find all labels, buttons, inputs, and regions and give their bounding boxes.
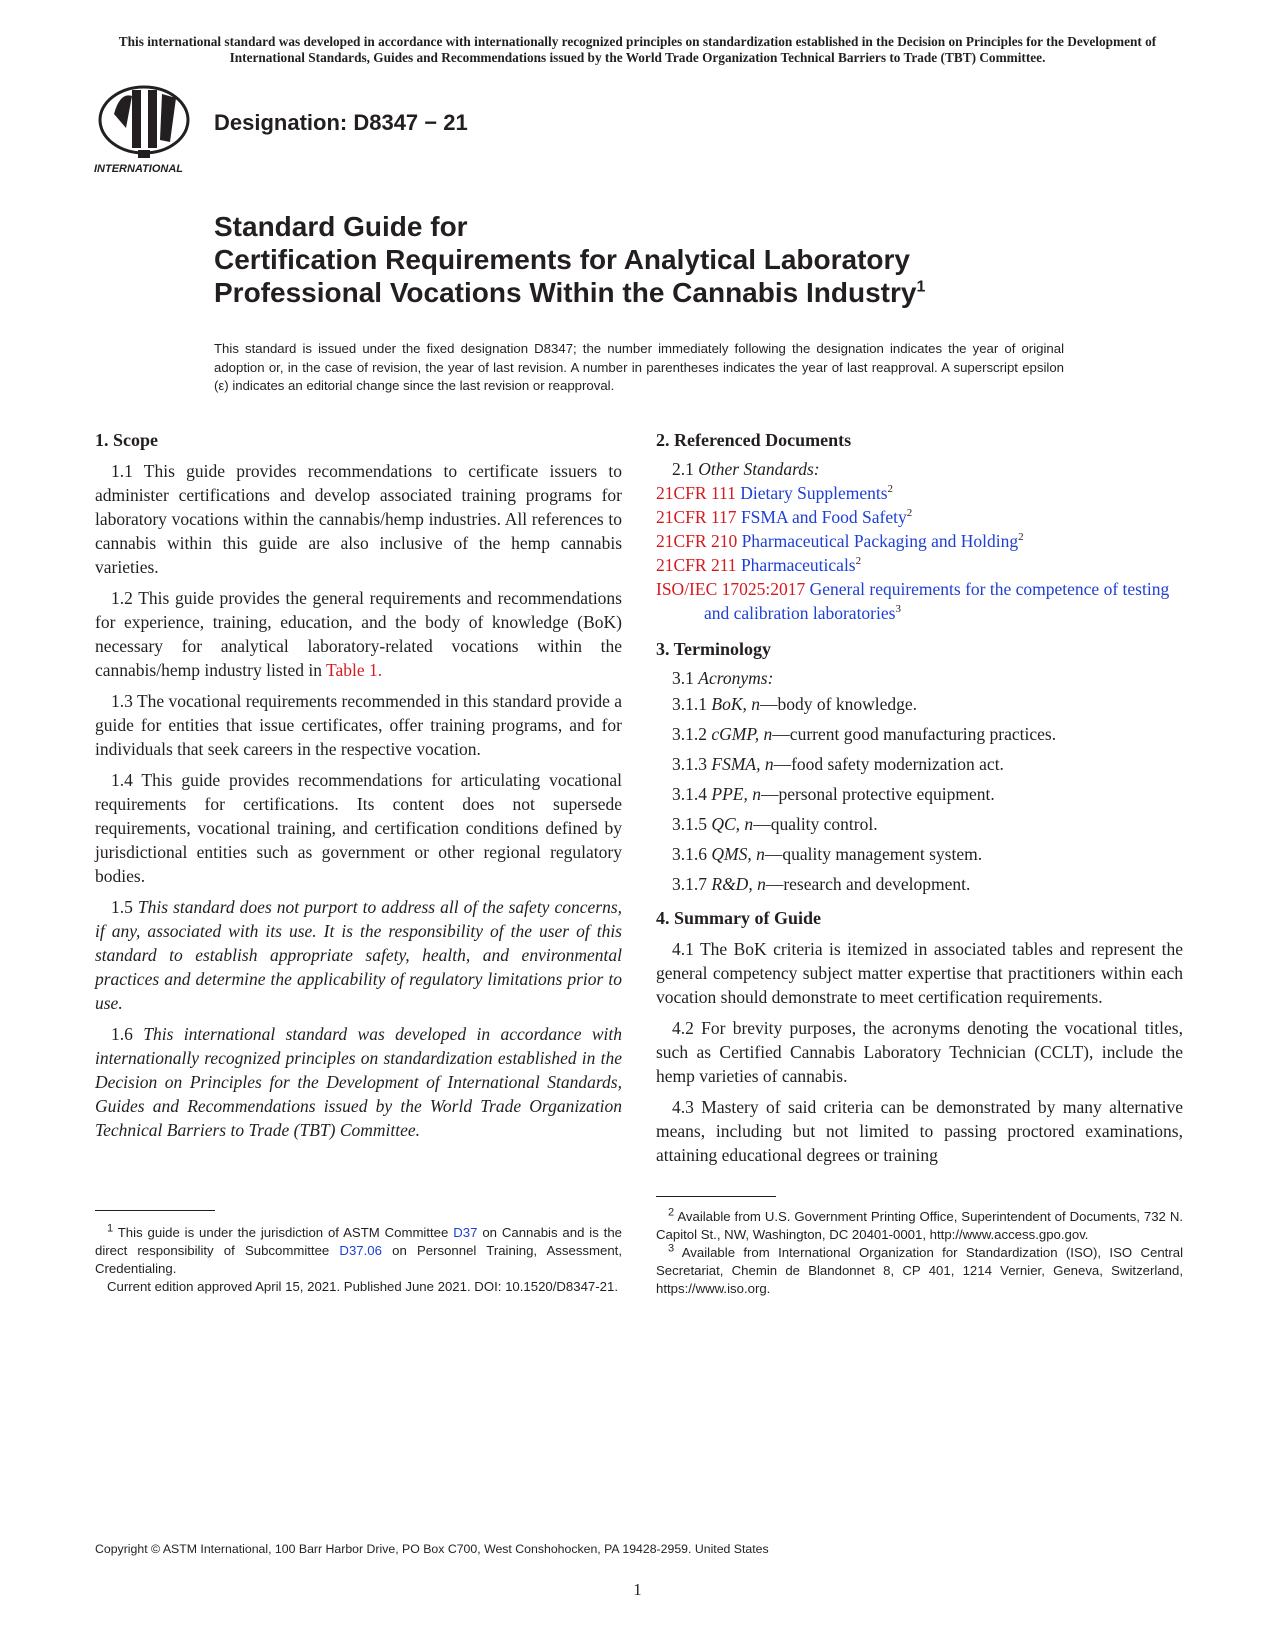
- term-definition: —body of knowledge.: [760, 694, 917, 714]
- reference-item[interactable]: [656, 529, 1183, 553]
- reference-code[interactable]: 21CFR 111: [656, 483, 736, 503]
- reference-title[interactable]: Pharmaceuticals: [740, 555, 856, 575]
- reference-footnote-mark: 2: [887, 483, 894, 496]
- term-item: 3.1.4 PPE, n—personal protective equipment.: [672, 784, 995, 804]
- term-item: 3.1.2 cGMP, n—current good manufacturing practices.: [672, 724, 1057, 744]
- footnote-3: $^3$ Available from International Organization for Standardization (ISO), ISO Central Secretariat, Chemin de Blandonnet 8, CP 401, 1214 Vernier, Geneva, Switzerland, https://www.iso.org.: [656, 1242, 1183, 1296]
- terminology-list: [656, 692, 1183, 896]
- astm-logo: [92, 84, 200, 176]
- terminology-heading: 3. Terminology: [656, 639, 772, 659]
- reference-code[interactable]: 21CFR 210: [656, 531, 738, 551]
- d37-link[interactable]: D37: [453, 1225, 478, 1240]
- para-4-1: 4.1 The BoK criteria is itemized in associated tables and represent the general competency subject matter expertise that practitioners within each vocation should demonstrate to meet certification requirements.: [656, 939, 1183, 1007]
- scope-heading: 1. Scope: [95, 430, 158, 450]
- term-definition: —research and development.: [765, 874, 971, 894]
- para-1-5: 1.5 This standard does not purport to address all of the safety concerns, if any, associated with its use. It is the responsibility of the user of this standard to establish appropriate safety, health, and environmental practices and determine the applicability of regulatory limitations prior to use.: [95, 897, 623, 1013]
- term-definition: —quality control.: [753, 814, 878, 834]
- page-number: 1: [633, 1580, 642, 1599]
- designation: Designation: D8347 − 21: [214, 110, 468, 135]
- footnote-rule-right: [656, 1196, 776, 1197]
- para-1-6: 1.6 This international standard was developed in accordance with internationally recognized principles on standardization established in the Decision on Principles for the Development of International Standards, Guides and Recommendations issued by the World Trade Organization Technical Barriers to Trade (TBT) Committee.: [95, 1024, 623, 1140]
- title-line-2: Certification Requirements for Analytical Laboratory: [214, 244, 910, 275]
- reference-title[interactable]: General requirements for the competence of testing and calibration laboratories: [704, 579, 1170, 623]
- term-acronym: PPE, n: [711, 784, 761, 804]
- term-acronym: QC, n: [711, 814, 754, 834]
- other-standards-label: 2.1 Other Standards:: [672, 459, 820, 479]
- reference-code[interactable]: 21CFR 211: [656, 555, 737, 575]
- term-item: 3.1.6 QMS, n—quality management system.: [672, 844, 983, 864]
- footnotes-left: [95, 1224, 622, 1296]
- term-definition: —current good manufacturing practices.: [772, 724, 1057, 744]
- footnotes-right: [656, 1208, 1183, 1298]
- reference-item[interactable]: [656, 577, 1183, 625]
- reference-footnote-mark: 2: [1018, 531, 1024, 544]
- reference-item[interactable]: [656, 481, 1183, 505]
- referenced-docs-heading: 2. Referenced Documents: [656, 430, 852, 450]
- document-title: [214, 210, 1174, 309]
- footnote-1-edition: Current edition approved April 15, 2021. Published June 2021. DOI: 10.1520/D8347-21.: [107, 1279, 618, 1294]
- term-acronym: cGMP, n: [711, 724, 773, 744]
- title-line-3: Professional Vocations Within the Cannabis Industry: [214, 277, 917, 308]
- logo-text: INTERNATIONAL: [94, 163, 184, 175]
- para-1-1: 1.1 This guide provides recommendations to certificate issuers to administer certifications and develop associated training programs for laboratory vocations within the cannabis/hemp industries. All references to cannabis within this guide are also inclusive of the hemp cannabis varieties.: [95, 461, 622, 577]
- term-definition: —personal protective equipment.: [760, 784, 995, 804]
- para-4-3: 4.3 Mastery of said criteria can be demonstrated by many alternative means, including but not limited to passing proctored examinations, attaining educational degrees or training: [656, 1097, 1183, 1165]
- reference-title[interactable]: FSMA and Food Safety: [740, 507, 907, 527]
- term-item: 3.1.1 BoK, n—body of knowledge.: [672, 694, 917, 714]
- reference-code[interactable]: ISO/IEC 17025:2017: [656, 579, 806, 599]
- term-acronym: R&D, n: [711, 874, 766, 894]
- footnote-2: $^2$ Available from U.S. Government Printing Office, Superintendent of Documents, 732 N. Capitol St., NW, Washington, DC 20401-0001, http://www.access.gpo.gov.: [656, 1206, 1184, 1242]
- reference-item[interactable]: [656, 553, 1183, 577]
- title-line-1: Standard Guide for: [214, 211, 468, 242]
- reference-footnote-mark: 2: [855, 555, 862, 568]
- title-footnote-mark: 1: [916, 278, 926, 296]
- d37-06-link[interactable]: D37.06: [339, 1243, 382, 1258]
- para-1-2: 1.2 This guide provides the general requirements and recommendations for experience, training, education, and the body of knowledge (BoK) necessary for analytical laboratory-related vocations within the cannabis/hemp industry listed in Table 1.: [95, 588, 622, 680]
- wto-notice: This international standard was developed in accordance with internationally recognized principles on standardization established in the Decision on Principles for the Development of International Standards, Guides and Recommendations issued by the World Trade Organization Technical Barriers to Trade (TBT) Committee.: [118, 34, 1157, 65]
- acronyms-label: 3.1 Acronyms:: [672, 668, 774, 688]
- issue-note: This standard is issued under the fixed designation D8347; the number immediately following the designation indicates the year of original adoption or, in the case of revision, the year of last revision. A number in parentheses indicates the year of last reapproval. A superscript epsilon (ε) indicates an editorial change since the last revision or reapproval.: [214, 341, 1064, 393]
- reference-code[interactable]: 21CFR 117: [656, 507, 737, 527]
- reference-list: [656, 481, 1183, 625]
- reference-item[interactable]: [656, 505, 1183, 529]
- para-4-2: 4.2 For brevity purposes, the acronyms denoting the vocational titles, such as Certified Cannabis Laboratory Technician (CCLT), include the hemp varieties of cannabis.: [656, 1018, 1183, 1086]
- reference-title[interactable]: Pharmaceutical Packaging and Holding: [741, 531, 1019, 551]
- footnote-1: $^1$ This guide is under the jurisdiction of ASTM Committee D37 on Cannabis and is the direct responsibility of Subcommittee D37.06 on Personnel Training, Assessment, Credentialing.: [95, 1222, 622, 1276]
- term-acronym: QMS, n: [711, 844, 765, 864]
- summary-heading: 4. Summary of Guide: [656, 908, 822, 928]
- para-1-3: 1.3 The vocational requirements recommended in this standard provide a guide for entities that issue certificates, offer training programs, and for individuals that seek careers in the respective vocation.: [95, 691, 622, 759]
- term-acronym: FSMA, n: [711, 754, 774, 774]
- para-1-4: 1.4 This guide provides recommendations for articulating vocational requirements for certifications. Its content does not supersede requirements, vocational training, and certification conditions defined by jurisdictional entities such as government or other regional regulatory bodies.: [95, 770, 622, 886]
- reference-title[interactable]: Dietary Supplements: [740, 483, 888, 503]
- term-acronym: BoK, n: [711, 694, 760, 714]
- footnote-rule-left: [95, 1210, 215, 1211]
- table-1-link[interactable]: Table 1: [326, 660, 378, 680]
- astm-logo-icon: [92, 84, 200, 176]
- term-item: 3.1.3 FSMA, n—food safety modernization act.: [672, 754, 1004, 774]
- term-definition: —quality management system.: [764, 844, 983, 864]
- scope-section: [95, 430, 622, 1142]
- term-item: 3.1.7 R&D, n—research and development.: [672, 874, 971, 894]
- term-definition: —food safety modernization act.: [773, 754, 1004, 774]
- right-column: [656, 430, 1183, 1167]
- term-item: 3.1.5 QC, n—quality control.: [672, 814, 878, 834]
- reference-footnote-mark: 2: [906, 507, 913, 520]
- copyright: Copyright © ASTM International, 100 Barr Harbor Drive, PO Box C700, West Conshohocken, PA 19428-2959. United States: [95, 1542, 769, 1556]
- reference-footnote-mark: 3: [895, 603, 901, 616]
